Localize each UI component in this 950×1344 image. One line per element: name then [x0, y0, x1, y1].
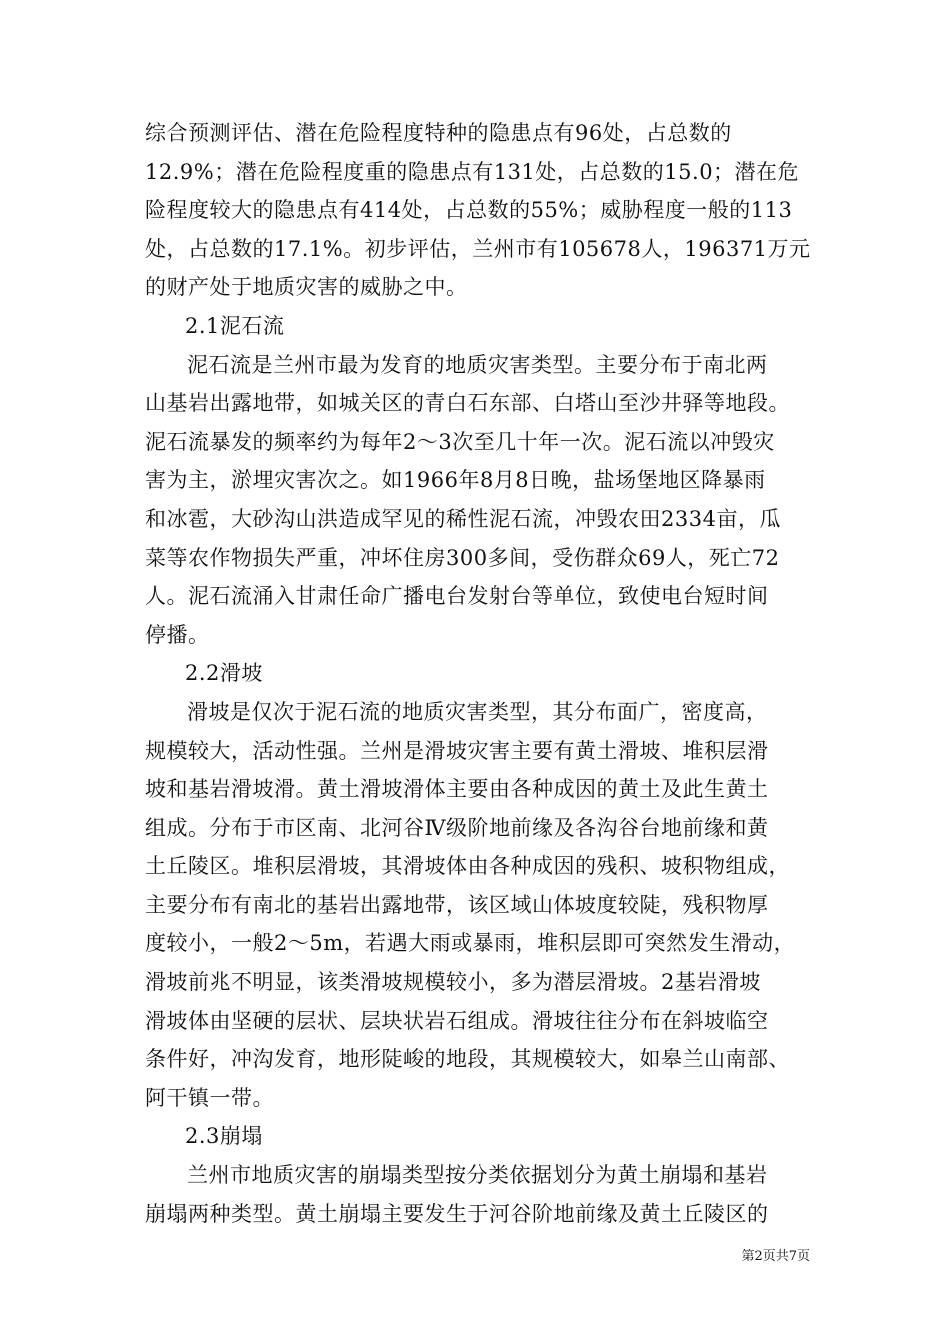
document-body [145, 114, 825, 1233]
section-heading: 2.3崩塌 [185, 1124, 263, 1149]
body-line: 滑坡前兆不明显，该类滑坡规模较小，多为潜层滑坡。2基岩滑坡 [145, 970, 761, 995]
body-line: 人。泥石流涌入甘肃任命广播电台发射台等单位，致使电台短时间 [145, 584, 769, 609]
body-line: 度较小，一般2～5m，若遇大雨或暴雨，堆积层即可突然发生滑动， [145, 931, 796, 956]
body-line: 组成。分布于市区南、北河谷Ⅳ级阶地前缘及各沟谷台地前缘和黄 [145, 815, 769, 840]
body-line: 菜等农作物损失严重，冲坏住房300多间，受伤群众69人，死亡72 [145, 545, 780, 570]
body-line: 的财产处于地质灾害的威胁之中。 [145, 275, 468, 300]
body-line: 险程度较大的隐患点有414处，占总数的55%；威胁程度一般的113 [145, 198, 793, 223]
body-line: 害为主，淤埋灾害次之。如1966年8月8日晚，盐场堡地区降暴雨 [145, 468, 766, 493]
body-line: 规模较大，活动性强。兰州是滑坡灾害主要有黄土滑坡、堆积层滑 [145, 738, 769, 763]
body-line: 处，占总数的17.1%。初步评估，兰州市有105678人，196371万元 [145, 236, 811, 261]
body-line: 泥石流暴发的频率约为每年2～3次至几十年一次。泥石流以冲毁灾 [145, 429, 775, 454]
body-line: 兰州市地质灾害的崩塌类型按分类依据划分为黄土崩塌和基岩 [187, 1163, 768, 1188]
body-line: 综合预测评估、潜在危险程度特种的隐患点有96处，占总数的 [145, 121, 732, 145]
body-line: 和冰雹，大砂沟山洪造成罕见的稀性泥石流，冲毁农田2334亩，瓜 [145, 506, 781, 531]
body-line: 泥石流是兰州市最为发育的地质灾害类型。主要分布于南北两 [187, 352, 768, 377]
page-number-footer: 第2页共7页 [741, 1249, 810, 1264]
body-line: 土丘陵区。堆积层滑坡，其滑坡体由各种成因的残积、坡积物组成， [145, 854, 790, 879]
body-line: 崩塌两种类型。黄土崩塌主要发生于河谷阶地前缘及黄土丘陵区的 [145, 1201, 769, 1226]
section-heading: 2.1泥石流 [185, 313, 285, 338]
body-line: 滑坡体由坚硬的层状、层块状岩石组成。滑坡往往分布在斜坡临空 [145, 1008, 769, 1033]
body-line: 山基岩出露地带，如城关区的青白石东部、白塔山至沙井驿等地段。 [145, 391, 790, 416]
body-line: 12.9%；潜在危险程度重的隐患点有131处，占总数的15.0；潜在危 [145, 159, 800, 184]
body-line: 阿干镇一带。 [145, 1085, 274, 1110]
body-line: 坡和基岩滑坡滑。黄土滑坡滑体主要由各种成因的黄土及此生黄土 [145, 777, 769, 802]
body-line: 主要分布有南北的基岩出露地带，该区域山体坡度较陡，残积物厚 [145, 892, 769, 917]
body-line: 停播。 [145, 622, 210, 647]
section-heading: 2.2滑坡 [185, 661, 263, 686]
body-line: 条件好，冲沟发育，地形陡峻的地段，其规模较大，如皋兰山南部、 [145, 1047, 790, 1072]
body-line: 滑坡是仅次于泥石流的地质灾害类型，其分布面广，密度高， [187, 699, 768, 724]
